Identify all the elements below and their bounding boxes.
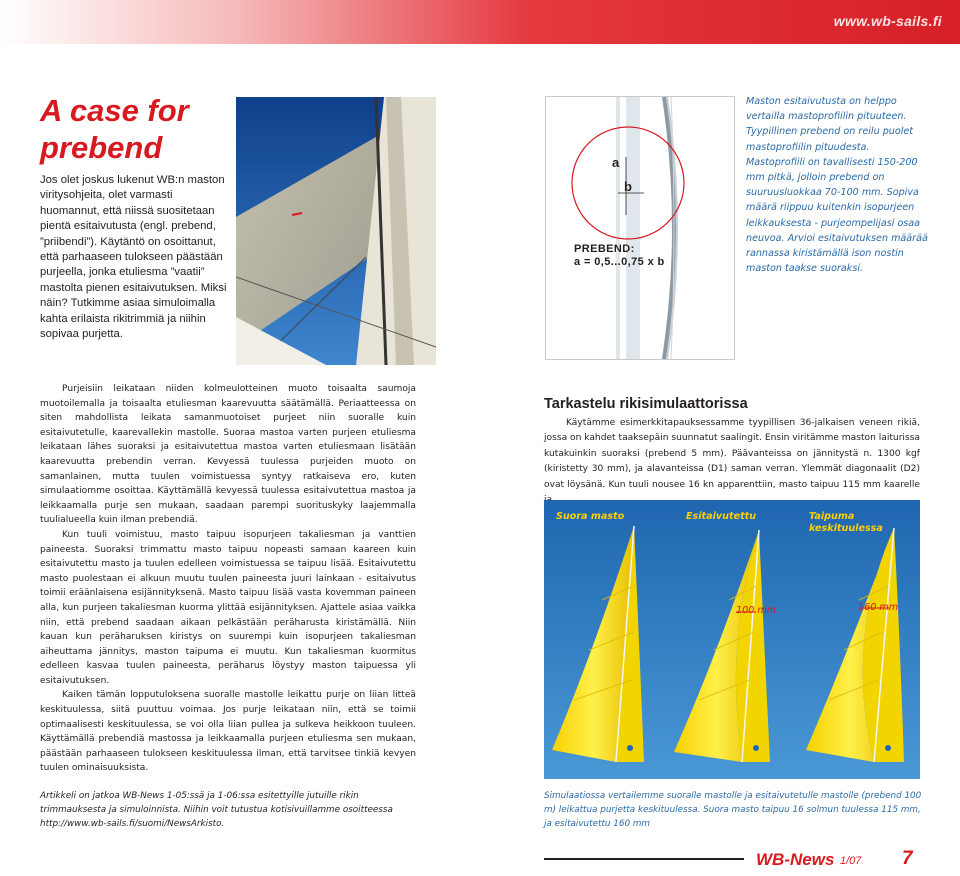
label-bend-medium-wind	[809, 511, 883, 535]
article-body	[40, 382, 416, 776]
header-band	[0, 0, 960, 44]
simulator-title: Tarkastelu rikisimulaattorissa	[544, 396, 748, 412]
simulator-text: Käytämme esimerkkitapauksessamme tyypillisen 36-jalkaisen veneen rikiä, jossa on kahdet taaksepäin suunnatut saalingit. Ensin viritämme maston laiturissa kutakuinkin suoraksi (prebend 5 mm). Päävanteissa on jännitystä n. 1300 kgf (kiristetty 30 mm), ja alavanteissa (D1) saman verran. Ylemmät diagonaalit (D2) ovat löysänä. Kun tuuli nousee 16 kn apparenttiin, masto taipuu 115 mm kaarelle	[544, 418, 921, 490]
prebend-title: PREBEND:	[574, 243, 635, 255]
sail-simulation-drawing	[544, 500, 920, 779]
footer-magazine: WB-News	[756, 850, 835, 869]
mast-photo-image	[236, 97, 436, 365]
mast-caption: Maston esitaivutusta on helppo vertailla mastoprofiilin pituuteen. Tyypillinen prebend on reilu puolet mastoprofiilin pituudesta. Mastoprofiili on tavallisesti 150-200 mm pitkä, jolloin prebend on suuruusluokkaa 70-100 mm. Sopiva määrä riippuu kuitenkin isopurjeen leikkauksesta - purjeompelijasi osaa neuvoa. Arvioi esitaivutuksen määrää rannassa kiristämällä ison nostin maston taakse suoraksi.	[746, 96, 928, 275]
body-paragraph-1: Purjeisiin leikataan niiden kolmeulotteinen muoto toisaalta saumoja muotoilemalla ja toisaalta etuliesman kaarevuutta säätämällä. Periaatteessa on siten mahdollista leikata samanmuotoiset purjeet niin suoralle kuin esitaivutetulle, kaarevallekin mastolle. Suoraa mastoa varten purjeen etuliesma leikataan lähes suoraksi ja esitaivutettua mastoa varten etuliesmaan lisätään kaarevuutta prebendin verran. Kevyessä tuulessa purjeiden muoto on samanlainen, mutta tuulen voimistuessa syntyy ratkaiseva ero, kuten simulaatiomme osoittaa. Käyttämällä kevyessä tuulessa esitaivutettua mastoa ja leikkaamalla purje sen mukaan, saadaan parempi suorituskyky laajemmalla tuulialueella kuin ilman prebendiä.	[40, 384, 416, 526]
prebend-formula-block	[574, 243, 665, 269]
footer-issue: 1/07	[840, 855, 862, 867]
prebend-diagram	[545, 96, 735, 360]
label-bend-line2: keskituulessa	[809, 523, 883, 534]
sail-simulation-figure	[544, 500, 920, 779]
site-url[interactable]: www.wb-sails.fi	[833, 13, 942, 29]
article-intro: Jos olet joskus lukenut WB:n maston viritysohjeita, olet varmasti huomannut, että niissä suositetaan pientä esitaivutusta (engl. prebend, ”priibendi”). Käytäntö on osoittanut, että parhaaseen tulokseen päästään purjeella, jonka etuliesma ”vaatii” mastolta pienen esitaivutuksen. Miksi näin? Tutkimme asiaa simuloimalla kahta erilaista rikitrimmiä ja niihin sopivaa purjetta.	[40, 174, 227, 341]
footnote-left: Artikkeli on jatkoa WB-News 1-05:ssä ja 1-06:ssa esitettyille jutuille rikin trimmauksesta ja simuloinnista. Niihin voit tutustua kotisivuillamme osoitteessa http://www.wb-sails.fi/suomi/NewsArkisto.	[40, 791, 393, 830]
body-paragraph-2: Kun tuuli voimistuu, masto taipuu isopurjeen takaliesman ja vanttien paineesta. Suoraksi trimmattu masto taipuu nopeasti samaan kaareen kuin esitaivutettu masto ja tuulen edelleen voimistuessa se taipuu lisää. Esitaivutettu masto puolestaan ei alkuun muutu tuulen paineesta juuri lainkaan - esitaivutus toimii eräänlaisena esijännityksenä. Masto taipuu lisää vasta kovemman paineen alla, kun purjeen takaliesman kuorma ylittää esijännityksen. Ajattele asiaa vaikka niin, että prebend saadaan aikaan pelkästään peräharusta kiristämällä. Niin kauan kun peräharuksen kiristys on suurempi kuin isopurjeen takaliesman aiheuttama jännitys, maston taipuma ei muutu. Kun takaliesman kuormitus edelleen kasvaa tuulen paineesta, peräharus löystyy maston taipuessa yli esitaivutuksen.	[40, 529, 416, 686]
prebend-formula: a = 0,5...0,75 x b	[574, 256, 665, 268]
article-title: A case for prebend	[40, 93, 189, 165]
label-160mm: 160 mm	[858, 602, 899, 613]
label-100mm: 100 mm	[736, 605, 777, 616]
body-paragraph-3: Kaiken tämän lopputuloksena suoralle mastolle leikattu purje on liian litteä keskituulessa, siitä puuttuu voimaa. Jos purje leikataan niin, että se toimii optimaalisesti keskituulessa, se voi olla liian pullea ja sulkeva heikkoon tuuleen. Käyttämällä prebendiä mastossa ja leikkaamalla purjeen etuliesma sen mukaan, päästään parhaaseen tulokseen keskituulessa ilman, että tarvitsee tinkiä kevyen tuulen ominaisuuksista.	[40, 690, 416, 774]
label-b: b	[624, 179, 632, 194]
page-number: 7	[902, 848, 913, 869]
prebend-diagram-drawing	[546, 97, 734, 359]
mast-photo	[236, 97, 436, 365]
label-straight-mast: Suora masto	[556, 511, 625, 522]
footer-rule	[544, 858, 744, 860]
label-bend-line1: Taipuma	[809, 511, 855, 522]
label-a: a	[612, 155, 620, 170]
label-prebent: Esitaivutettu	[686, 511, 757, 522]
figure-caption: Simulaatiossa vertailemme suoralle mastolle ja esitaivutetulle mastolle (prebend 100 m) leikattua purjetta keskituulessa. Suora masto taipuu 16 solmun tuulessa 115 mm, ja esitaivutettu 160 mm	[544, 791, 922, 830]
